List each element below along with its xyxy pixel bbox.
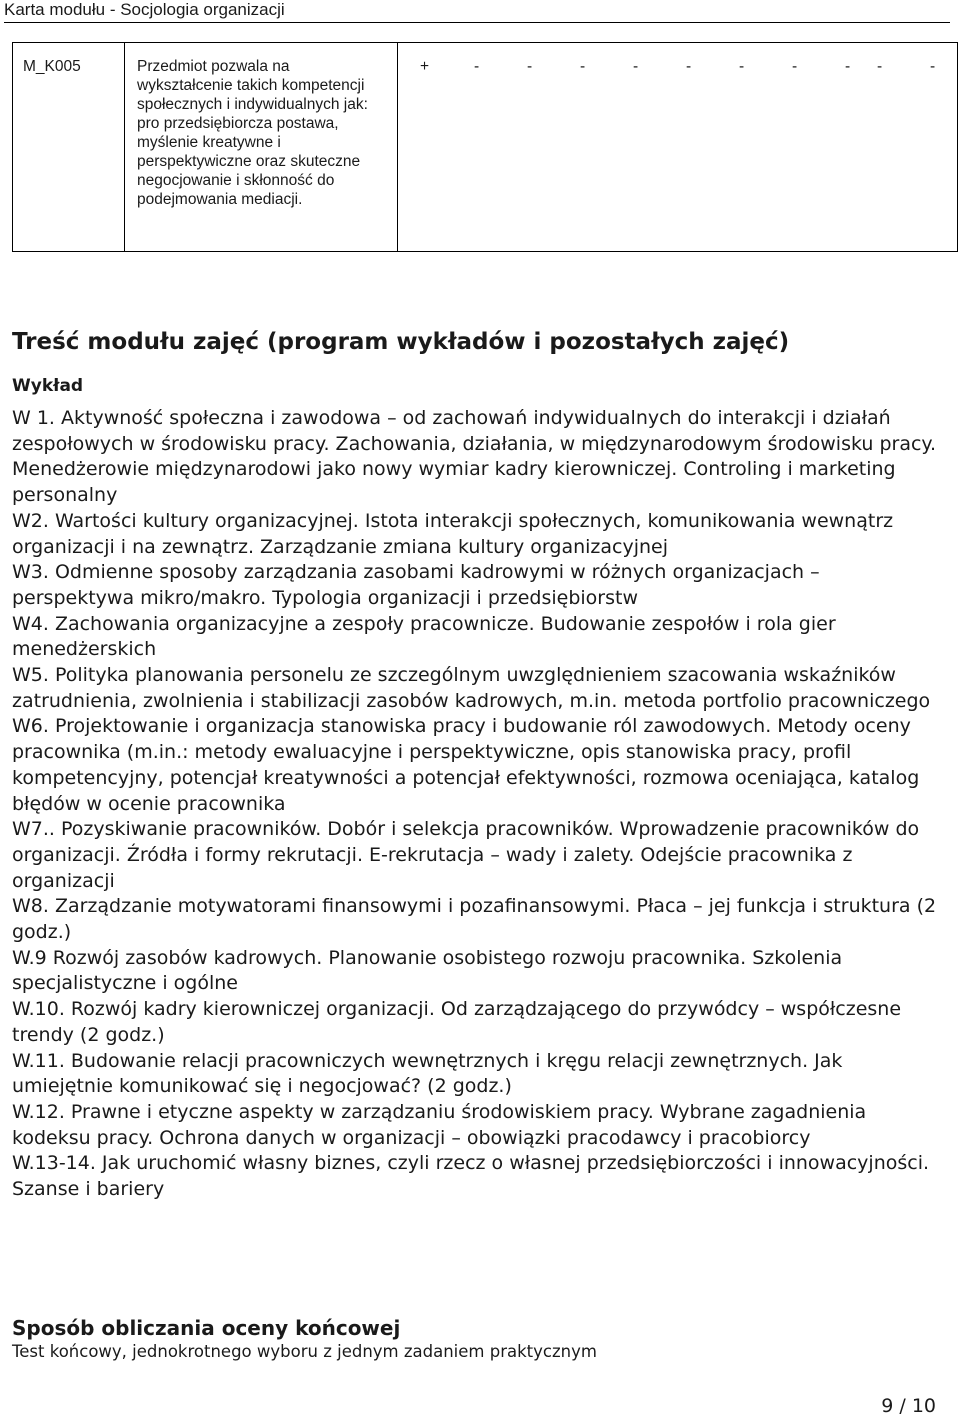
section-title: Treść modułu zajęć (program wykładów i pozostałych zajęć)	[12, 329, 790, 355]
lecture-list	[12, 406, 947, 1203]
lecture-item: W5. Polityka planowania personelu ze szczególnym uwzględnieniem szacowania wskaźników zatrudnienia, zwolnienia i stabilizacji zasobów kadrowych, m.in. metoda portfolio pracowniczego	[12, 664, 931, 712]
page-number: 9 / 10	[881, 1395, 936, 1417]
lecture-item: W.13-14. Jak uruchomić własny biznes, czyli rzecz o własnej przedsiębiorczości i innowacyjności. Szanse i bariery	[12, 1152, 930, 1201]
table-mark: -	[930, 58, 936, 75]
lecture-item: W3. Odmienne sposoby zarządzania zasobami kadrowymi w różnych organizacjach – perspektywa mikro/makro. Typologia organizacji i przedsiębiorstw	[12, 561, 820, 609]
table-mark: -	[580, 58, 586, 75]
subsection-title: Wykład	[12, 376, 84, 396]
page-header	[4, 0, 950, 23]
lecture-item: W.11. Budowanie relacji pracowniczych wewnętrznych i kręgu relacji zewnętrznych. Jak umiejętnie komunikować się i negocjować? (2 godz.)	[12, 1049, 843, 1098]
lecture-item: W4. Zachowania organizacyjne a zespoły pracownicze. Budowanie zespołów i rola gier menedżerskich	[12, 612, 836, 661]
table-mark: -	[474, 58, 480, 75]
header-title: Karta modułu - Socjologia organizacji	[4, 0, 285, 19]
table-mark: -	[633, 58, 639, 75]
lecture-item: W6. Projektowanie i organizacja stanowiska pracy i budowanie ról zawodowych. Metody oceny pracownika (m.in.: metody ewaluacyjne i perspektywiczne, opis stanowiska pracy, profil kompetencyjny, potencjał kreatywności a potencjał efektywności, rozmowa oceniająca, katalog błędów w ocenie pracownika	[12, 715, 920, 815]
table-mark: -	[845, 58, 851, 75]
lecture-item: W.9 Rozwój zasobów kadrowych. Planowanie osobistego rozwoju pracownika. Szkolenia specjalistyczne i ogólne	[12, 946, 843, 995]
lecture-item: W.10. Rozwój kadry kierowniczej organizacji. Od zarządzającego do przywódcy – współczesne trendy (2 godz.)	[12, 998, 902, 1046]
competence-table	[12, 42, 958, 252]
table-mark: +	[420, 58, 430, 75]
table-cell-description: Przedmiot pozwala na wykształcenie takich kompetencji społecznych i indywidualnych jak: pro przedsiębiorcza postawa, myślenie kreatywne i perspektywiczne oraz skuteczne negocjowanie i skłonność do podejmowania mediacji.	[125, 43, 398, 251]
table-cell-code: M_K005	[13, 43, 125, 251]
table-cell-marks	[398, 43, 957, 251]
table-mark: -	[686, 58, 692, 75]
table-mark: -	[792, 58, 798, 75]
lecture-item: W8. Zarządzanie motywatorami finansowymi i pozafinansowymi. Płaca – jej funkcja i struktura (2 godz.)	[12, 895, 937, 944]
lecture-item: W.12. Prawne i etyczne aspekty w zarządzaniu środowiskiem pracy. Wybrane zagadnienia kodeksu pracy. Ochrona danych w organizacji – obowiązki pracodawcy i pracobiorcy	[12, 1100, 867, 1149]
grading-text: Test końcowy, jednokrotnego wyboru z jednym zadaniem praktycznym	[12, 1342, 597, 1361]
grading-title: Sposób obliczania oceny końcowej	[12, 1316, 401, 1340]
lecture-item: W 1. Aktywność społeczna i zawodowa – od zachowań indywidualnych do interakcji i działań zespołowych w środowisku pracy. Zachowania, działania, w międzynarodowym środowisku pracy. Menedżerowie międzynarodowi jako nowy wymiar kadry kierowniczej. Controling i marketing personalny	[12, 407, 937, 507]
lecture-item: W2. Wartości kultury organizacyjnej. Istota interakcji społecznych, komunikowania wewnątrz organizacji i na zewnątrz. Zarządzanie zmiana kultury organizacyjnej	[12, 509, 894, 558]
table-mark: -	[877, 58, 883, 75]
table-mark: -	[739, 58, 745, 75]
lecture-item: W7.. Pozyskiwanie pracowników. Dobór i selekcja pracowników. Wprowadzenie pracowników do organizacji. Źródła i formy rekrutacji. E-rekrutacja – wady i zalety. Odejście pracownika z organizacji	[12, 818, 920, 892]
table-mark: -	[527, 58, 533, 75]
